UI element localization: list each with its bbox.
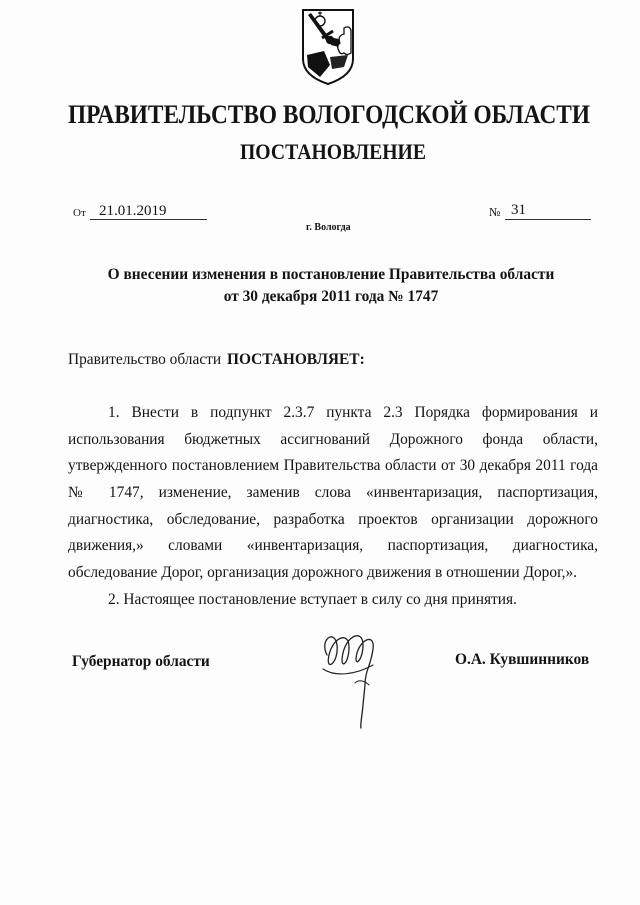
government-name: ПРАВИТЕЛЬСТВО ВОЛОГОДСКОЙ ОБЛАСТИ [68, 100, 590, 129]
item-1-line: обследование Дорог, организация дорожного движения в отношении Дорог,». [68, 564, 578, 582]
item-1-line: диагностика, обследование, разработка проектов организации дорожного [68, 510, 598, 528]
decree-title-line-2: от 30 декабря 2011 года № 1747 [223, 288, 439, 305]
header-block [0, 95, 640, 167]
item-1-line: № 1747, изменение, заменив слова «инвентаризация, паспортизация, [68, 484, 598, 502]
handwritten-signature-icon [315, 625, 385, 730]
item-1-line: движения,» словами «инвентаризация, паспортизация, диагностика, [68, 537, 598, 555]
preamble [68, 347, 365, 373]
item-1 [68, 400, 598, 587]
document-city: г. Вологда [306, 222, 351, 233]
decree-title-line-1: О внесении изменения в постановление Правительства области [107, 266, 555, 283]
date-underline [90, 219, 207, 220]
signatory-position: Губернатор области [72, 653, 210, 670]
date-prefix: От [73, 207, 86, 219]
item-1-line: 1. Внести в подпункт 2.3.7 пункта 2.3 Порядка формирования и [108, 404, 598, 421]
signatory-name: О.А. Кувшинников [455, 651, 590, 668]
item-2 [68, 587, 598, 614]
number-prefix: № [489, 205, 501, 219]
item-2-line: 2. Настоящее постановление вступает в силу со дня принятия. [108, 591, 517, 608]
item-1-line: утвержденного постановлением Правительства области от 30 декабря 2011 года [68, 457, 598, 475]
preamble-subject: Правительство области [68, 351, 222, 368]
coat-of-arms-icon [300, 7, 356, 87]
preamble-verb: ПОСТАНОВЛЯЕТ: [226, 351, 365, 368]
document-type: ПОСТАНОВЛЕНИЕ [240, 139, 426, 164]
number-underline [505, 219, 591, 220]
document-date: 21.01.2019 [99, 203, 167, 219]
item-1-line: использования бюджетных ассигнований Дорожного фонда области, [68, 430, 598, 448]
document-number: 31 [511, 202, 526, 218]
